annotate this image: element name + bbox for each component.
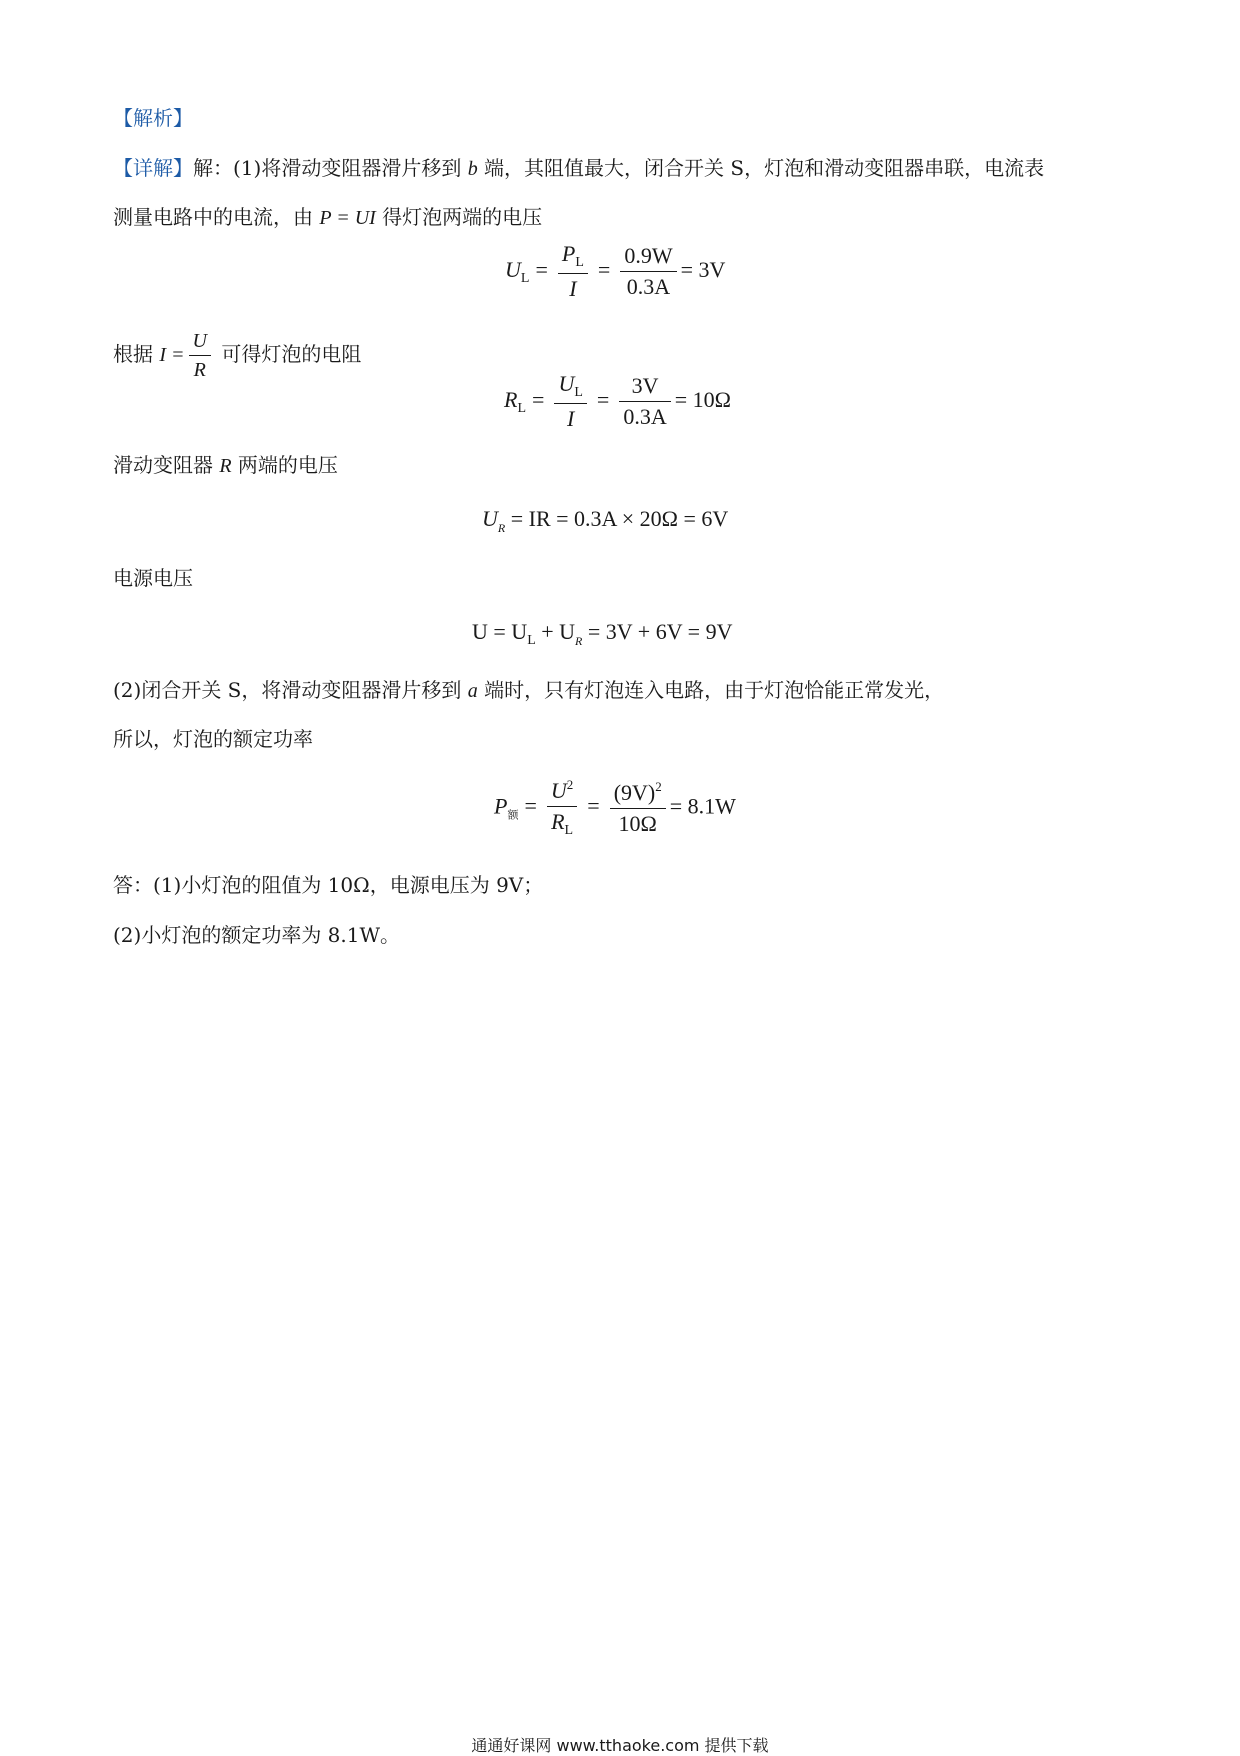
p3-formula-lhs: I = (159, 344, 185, 366)
eq1-result: = 3V (680, 256, 726, 282)
eq1-lhs: U (505, 256, 521, 282)
eq1-frac1: $\frac{P_L}{I}$ (558, 242, 588, 302)
p6-text-a: (2)闭合开关 S，将滑动变阻器滑片移到 (113, 678, 468, 702)
p1-text-c: 端，其阻值最大，闭合开关 S，灯泡和滑动变阻器串联，电流表 (477, 156, 1045, 180)
eq5-result: = 8.1W (669, 793, 736, 819)
p1-text-a: 解：(1)将滑动变阻器滑片移到 (193, 156, 468, 180)
p4-text-b: 两端的电压 (231, 453, 338, 477)
footer-text: 通通好课网 www.tthaoke.com 提供下载 (471, 1736, 769, 1755)
p1-var-b: b (467, 158, 478, 180)
eq2-frac2: $\frac{3V}{0.3A}$ (619, 374, 670, 429)
equation-3: $U_R$ = IR = 0.3A × 20Ω = 6V (482, 506, 729, 535)
equation-2: $R_L$ = $\frac{U_L}{I}$ = $\frac{3V}{0.3A}$ = 10Ω (504, 371, 731, 432)
paragraph-7: 所以，灯泡的额定功率 (113, 727, 313, 751)
equation-1: $U_L$ = $\frac{P_L}{I}$ = $\frac{0.9W}{0.3A}$ = 3V (505, 241, 726, 302)
eq5-frac1: $\frac{U^2}{R_L}$ (547, 778, 577, 839)
paragraph-3 (113, 330, 361, 381)
eq4-rhs: = 3V + 6V = 9V (582, 619, 733, 644)
eq5-frac2: $\frac{(9V)^2}{10\Omega}$ (610, 780, 666, 836)
p6-text-b: 端时，只有灯泡连入电路，由于灯泡恰能正常发光， (477, 678, 945, 702)
equation-5: $P_额$ = $\frac{U^2}{R_L}$ = $\frac{(9V)^2}{10\Omega}$ = 8.1W (494, 777, 736, 839)
paragraph-6 (113, 680, 944, 701)
equation-4: $U = U_L + U_R = 3V + 6V = 9V$ (472, 619, 733, 648)
p2-text-b: 得灯泡两端的电压 (375, 205, 543, 229)
p6-var: a (467, 680, 478, 702)
p3-text-b: 可得灯泡的电阻 (214, 342, 362, 366)
p4-var: R (219, 455, 232, 477)
eq2-lhs: R (504, 386, 518, 412)
answer-2: (2)小灯泡的额定功率为 8.1W。 (113, 923, 401, 947)
p4-text-a: 滑动变阻器 (113, 453, 220, 477)
paragraph-2 (113, 207, 542, 228)
p2-text-a: 测量电路中的电流，由 (113, 205, 320, 229)
eq1-frac2: $\frac{0.9W}{0.3A}$ (620, 244, 676, 299)
paragraph-1 (113, 158, 1044, 179)
paragraph-4 (113, 455, 338, 476)
detail-label: 【详解】 (113, 156, 193, 180)
p3-frac: $\frac{U}{R}$ (189, 330, 211, 381)
eq2-frac1: $\frac{U_L}{I}$ (554, 372, 586, 432)
p2-formula: P = UI (319, 207, 376, 229)
answer-1: 答：(1)小灯泡的阻值为 10Ω，电源电压为 9V； (113, 873, 544, 897)
paragraph-5: 电源电压 (113, 566, 193, 590)
eq2-result: = 10Ω (674, 386, 731, 412)
section-label: 【解析】 (113, 106, 193, 130)
eq3-rhs: = IR = 0.3A × 20Ω = 6V (510, 506, 729, 531)
eq1-lhs-sub: L (520, 270, 530, 286)
p3-text-a: 根据 (113, 342, 160, 366)
